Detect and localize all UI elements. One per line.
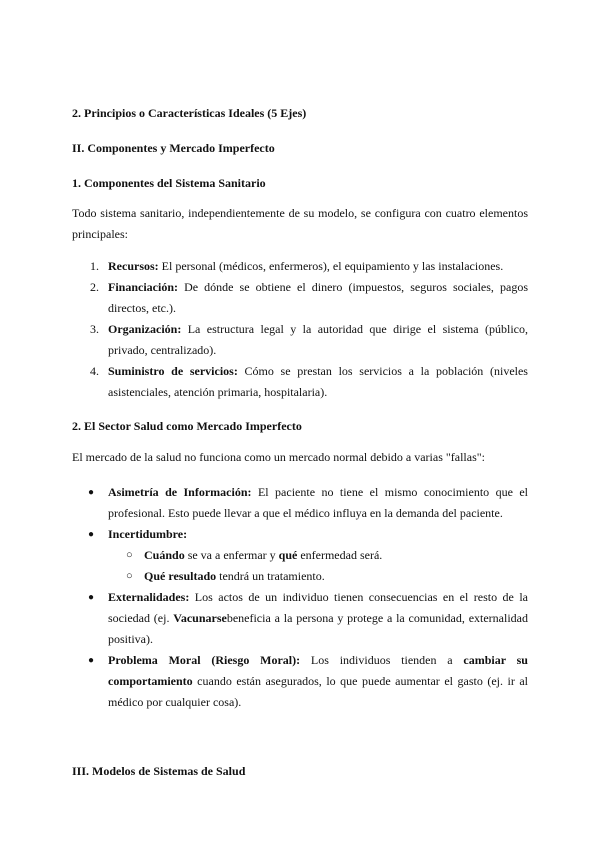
emphasis: cambiar su comportamiento xyxy=(108,653,528,688)
emphasis: Qué resultado xyxy=(144,569,217,583)
list-item-term: Financiación: xyxy=(108,280,179,294)
list-item-text: La estructura legal y la autoridad que dirige el sistema (público, privado, centralizado). xyxy=(108,322,528,357)
bullet-icon: ● xyxy=(88,592,95,603)
text: tendrá un tratamiento. xyxy=(216,569,325,583)
list-item-text: De dónde se obtiene el dinero (impuestos, seguros sociales, pagos directos, etc.). xyxy=(108,280,528,315)
list-item-term: Problema Moral (Riesgo Moral): xyxy=(108,653,301,667)
list-item xyxy=(108,361,528,403)
circle-bullet-icon: ○ xyxy=(126,549,133,561)
bullet-icon: ● xyxy=(88,529,95,540)
list-item-text: El personal (médicos, enfermeros), el equipamiento y las instalaciones. xyxy=(158,259,504,273)
list-number: 4. xyxy=(90,364,99,378)
sub-list-item xyxy=(144,545,528,566)
list-number: 3. xyxy=(90,322,99,336)
list-item-term: Incertidumbre: xyxy=(108,527,188,541)
emphasis: Vacunarse xyxy=(173,611,227,625)
bullet-icon: ● xyxy=(88,487,95,498)
list-item xyxy=(108,277,528,319)
list-item-term: Organización: xyxy=(108,322,182,336)
list-item xyxy=(108,319,528,361)
list-item xyxy=(108,524,528,545)
heading-market: 2. El Sector Salud como Mercado Imperfecto xyxy=(72,419,302,433)
list-number: 1. xyxy=(90,259,99,273)
list-item-term: Recursos: xyxy=(108,259,159,273)
heading-principles: 2. Principios o Características Ideales (5 Ejes) xyxy=(72,106,307,120)
list-item-text: El paciente no tiene el mismo conocimiento que el profesional. Esto puede llevar a que el médico influya en la demanda del paciente. xyxy=(108,485,529,520)
emphasis: Cuándo xyxy=(144,548,185,562)
list-item-term: Externalidades: xyxy=(108,590,190,604)
text: se va a enfermar y xyxy=(184,548,279,562)
sub-list-item xyxy=(144,566,528,587)
list-item xyxy=(108,256,528,277)
text: beneficia a la persona y protege a la comunidad, externalidad positiva). xyxy=(108,611,528,646)
list-number: 2. xyxy=(90,280,99,294)
components-intro: Todo sistema sanitario, independientemente de su modelo, se configura con cuatro elementos principales: xyxy=(72,206,528,241)
bullet-icon: ● xyxy=(88,655,95,666)
heading-section-3: III. Modelos de Sistemas de Salud xyxy=(72,764,246,778)
list-item xyxy=(108,587,528,650)
text: cuando están asegurados, lo que puede aumentar el gasto (ej. ir al médico por cualquier cosa). xyxy=(108,674,528,709)
list-item-term: Suministro de servicios: xyxy=(108,364,238,378)
heading-components: 1. Componentes del Sistema Sanitario xyxy=(72,176,266,190)
emphasis: qué xyxy=(278,548,298,562)
list-item xyxy=(108,482,528,524)
text: Los individuos tienden a xyxy=(300,653,464,667)
heading-section-2: II. Componentes y Mercado Imperfecto xyxy=(72,141,275,155)
list-item xyxy=(108,650,528,713)
text: Los actos de un individuo tienen consecuencias en el resto de la sociedad (ej. xyxy=(108,590,528,625)
list-item-term: Asimetría de Información: xyxy=(108,485,252,499)
circle-bullet-icon: ○ xyxy=(126,570,133,582)
market-intro: El mercado de la salud no funciona como un mercado normal debido a varias "fallas": xyxy=(72,450,485,464)
text: enfermedad será. xyxy=(297,548,383,562)
list-item-text: Cómo se prestan los servicios a la población (niveles asistenciales, atención primaria, hospitalaria). xyxy=(108,364,528,399)
